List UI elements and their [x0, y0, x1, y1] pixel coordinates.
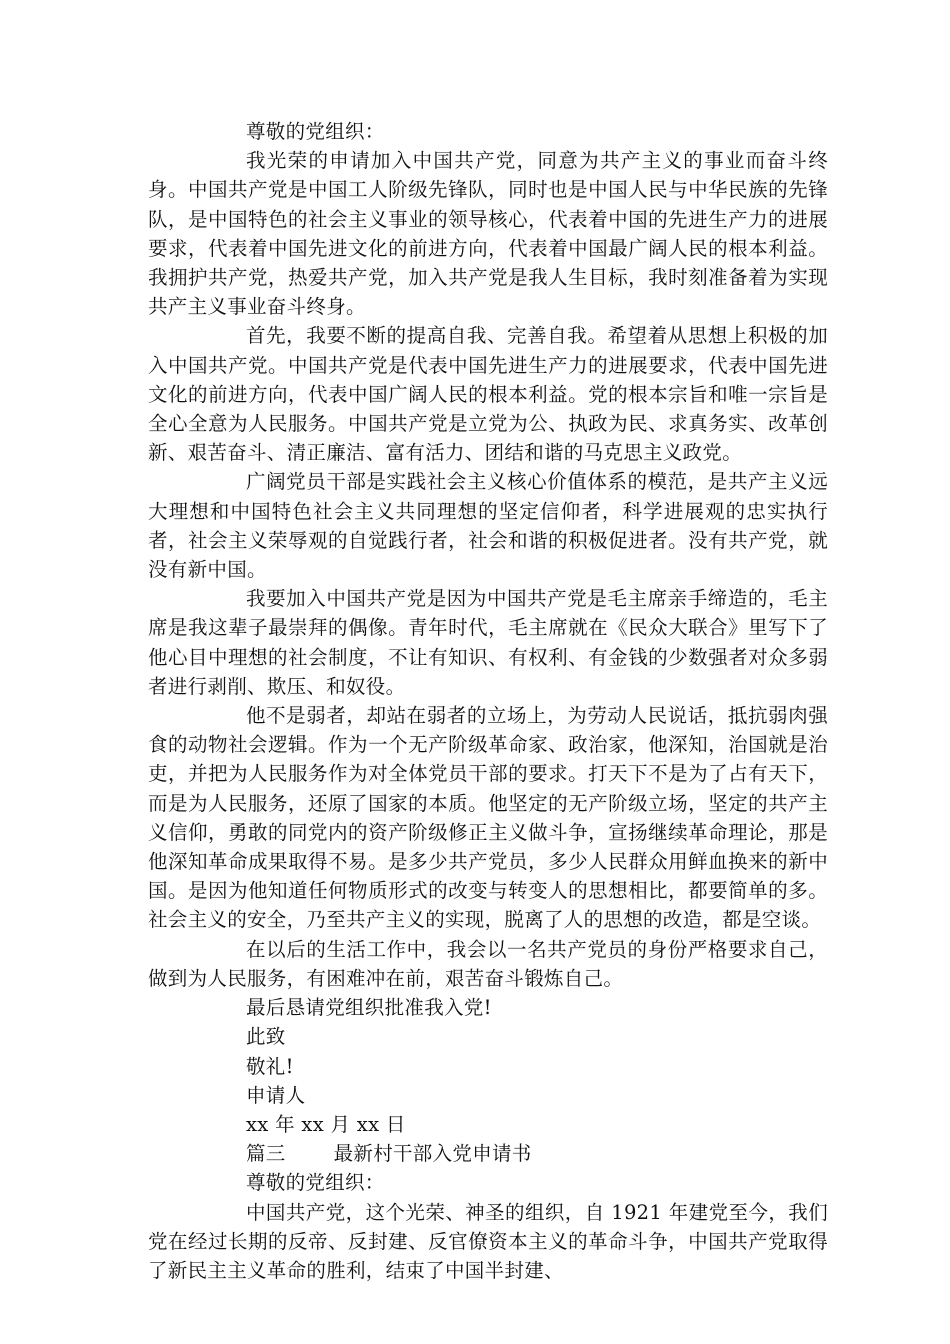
- paragraph: 广阔党员干部是实践社会主义核心价值体系的模范，是共产主义远大理想和中国特色社会主义共同理想的坚定信仰者，科学进展观的忠实执行者，社会主义荣辱观的自觉践行者，社会和谐的积极促进者。没有共产党，就没有新中国。: [148, 470, 828, 582]
- salutation: 尊敬的党组织：: [246, 120, 385, 143]
- section-heading: [148, 1139, 828, 1168]
- salutation-2: 尊敬的党组织：: [246, 1171, 385, 1195]
- paragraph: 在以后的生活工作中，我会以一名共产党员的身份严格要求自己，做到为人民服务，有困难冲在前，艰苦奋斗锻炼自己。: [148, 937, 828, 990]
- closing-line-2: 敬礼!: [246, 1054, 294, 1078]
- date: xx 年 xx 月 xx 日: [246, 1112, 406, 1136]
- paragraph: 我要加入中国共产党是因为中国共产党是毛主席亲手缔造的，毛主席是我这辈子最崇拜的偶像。青年时代，毛主席就在《民众大联合》里写下了他心目中理想的社会制度，不让有知识、有权利、有金钱的少数强者对众多弱者进行剥削、欺压、和奴役。: [148, 587, 828, 698]
- section-label: 篇三: [246, 1142, 286, 1166]
- section-title: 最新村干部入党申请书: [333, 1142, 532, 1166]
- signature: 申请人: [246, 1083, 306, 1107]
- paragraph: 他不是弱者，却站在弱者的立场上，为劳动人民说话，抵抗弱肉强食的动物社会逻辑。作为一个无产阶级革命家、政治家，他深知，治国就是治吏，并把为人民服务作为对全体党员干部的要求。打天下不是为了占有天下，而是为人民服务，还原了国家的本质。他坚定的无产阶级立场，坚定的共产主义信仰，勇敢的同党内的资产阶级修正主义做斗争，宣扬继续革命理论，那是他深知革命成果取得不易。是多少共产党员，多少人民群众用鲜血换来的新中国。是因为他知道任何物质形式的改变与转变人的思想相比，都要简单的多。社会主义的安全，乃至共产主义的实现，脱离了人的思想的改造，都是空谈。: [148, 704, 828, 932]
- closing-line-1: 此致: [246, 1025, 286, 1049]
- paragraph: 首先，我要不断的提高自我、完善自我。希望着从思想上积极的加入中国共产党。中国共产党是代表中国先进生产力的进展要求，代表中国先进文化的前进方向，代表中国广阔人民的根本利益。党的根本宗旨和唯一宗旨是全心全意为人民服务。中国共产党是立党为公、执政为民、求真务实、改革创新、艰苦奋斗、清正廉洁、富有活力、团结和谐的马克思主义政党。: [148, 324, 828, 465]
- document-body: [148, 117, 828, 1285]
- paragraph: 我光荣的申请加入中国共产党，同意为共产主义的事业而奋斗终身。中国共产党是中国工人阶级先锋队，同时也是中国人民与中华民族的先锋队，是中国特色的社会主义事业的领导核心，代表着中国的先进生产力的进展要求，代表着中国先进文化的前进方向，代表着中国最广阔人民的根本利益。我拥护共产党，热爱共产党，加入共产党是我人生目标，我时刻准备着为实现共产主义事业奋斗终身。: [148, 149, 828, 319]
- closing-request: 最后恳请党组织批准我入党!: [246, 996, 492, 1020]
- paragraph-2: 中国共产党，这个光荣、神圣的组织，自 1921 年建党至今，我们党在经过长期的反帝、反封建、反官僚资本主义的革命斗争，中国共产党取得了新民主主义革命的胜利，结束了中国半封建、: [148, 1200, 828, 1282]
